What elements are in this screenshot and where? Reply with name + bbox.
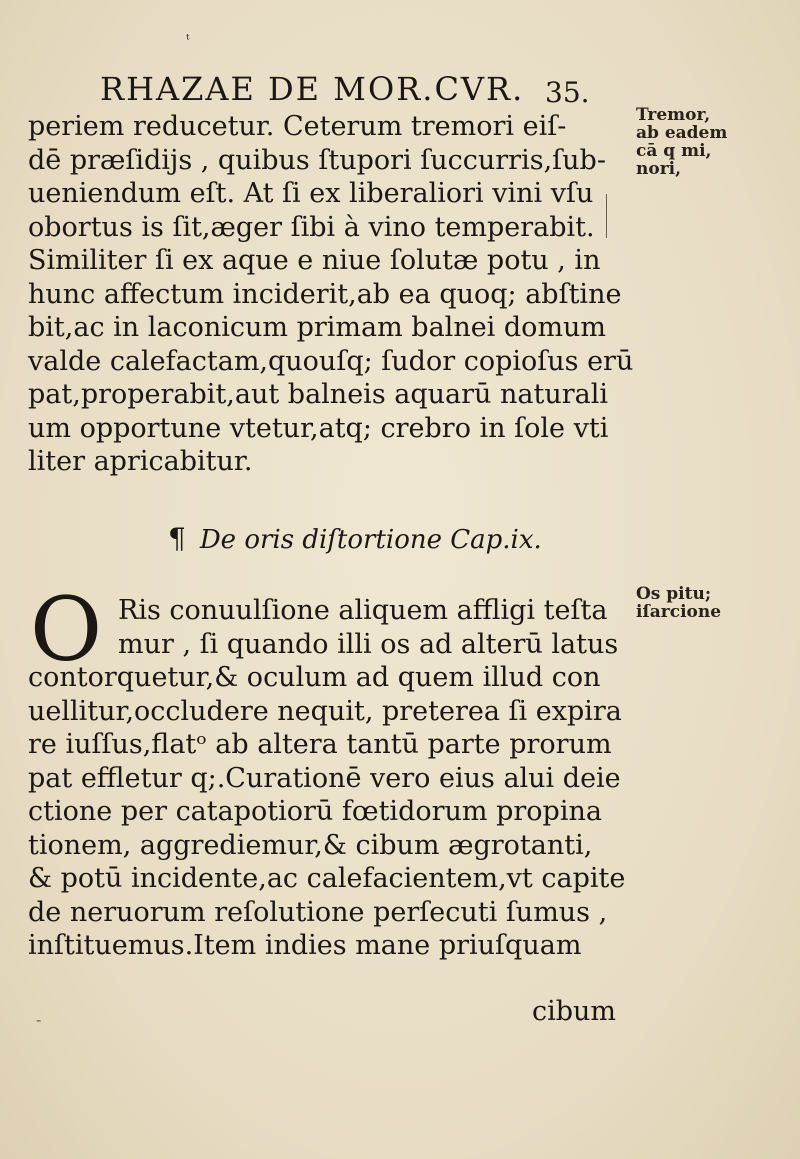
text-line: dē præſidijs , quibus ſtupori ſuccurris,ſub- (28, 144, 606, 176)
text-line: ctione per catapotiorū fœtidorum propina (28, 796, 602, 827)
text-line: um opportune vtetur,atq; crebro in ſole vti (28, 412, 609, 444)
text-line: & potū incidente,ac calefacientem,vt capite (28, 863, 626, 894)
margin-note-line: cā q mi, (636, 141, 712, 161)
margin-note-line: nori, (636, 159, 682, 179)
text-line: contorquetur,& oculum ad quem illud con (28, 662, 601, 693)
text-line: hunc affectum inciderit,ab ea quoq; abſtine (28, 278, 622, 310)
text-line: periem reducetur. Ceterum tremori eiſ- (28, 111, 567, 142)
margin-note-line: Tremor, (636, 105, 711, 125)
text-block-2 (28, 594, 628, 963)
margin-note-tremor (636, 106, 727, 178)
text-line: obortus is ſit,æger ſibi à vino temperabit. (28, 211, 595, 243)
text-line: de neruorum reſolutione perſecuti ſumus , (28, 896, 608, 928)
margin-note-line: ab eadem (636, 123, 728, 143)
drop-initial: O (30, 578, 103, 681)
text-line: re iuſſus,flatᵒ ab altera tantū parte prorum (28, 729, 612, 760)
chapter-heading (168, 522, 542, 555)
running-header: RHAZAE DE MOR.CVR. (100, 70, 525, 108)
text-line: bit,ac in laconicum primam balnei domum (28, 312, 607, 343)
text-line: pat,properabit,aut balneis aquarū naturali (28, 379, 608, 410)
text-line: pat effletur q;.Curationē vero eius alui deie (28, 762, 621, 794)
text-line: uellitur,occludere nequit, preterea ſi expira (28, 695, 622, 727)
text-line: inſtituemus.Item indies mane priuſquam (28, 930, 582, 961)
text-line: mur , ſi quando illi os ad alterū latus (118, 628, 619, 660)
text-line: Similiter ſi ex aque e niue ſolutæ potu , in (28, 245, 601, 276)
stray-mark: - (36, 1010, 42, 1029)
text-block-1 (28, 110, 634, 479)
top-mark: ᵗ (186, 32, 190, 48)
text-line: Ris conuulſione aliquem affligi teſta (118, 595, 608, 626)
margin-note-line: iſarcione (636, 602, 722, 622)
text-line: tionem, aggrediemur,& cibum ægrotanti, (28, 829, 593, 861)
pilcrow-icon: ¶ (168, 522, 186, 555)
text-line: ueniendum eſt. At ſi ex liberaliori vini vſu (28, 178, 594, 209)
catchword: cibum (532, 996, 617, 1027)
folio-number: 35. (545, 76, 590, 109)
text-line: liter apricabitur. (28, 446, 253, 477)
text-line: valde calefactam,quouſq; ſudor copioſus erū (28, 345, 634, 377)
margin-note-line: Os pitu; (636, 584, 712, 604)
chapter-title: De oris diſtortione Cap.ix. (199, 525, 542, 555)
margin-note-os (636, 585, 721, 621)
margin-rule (606, 194, 607, 238)
